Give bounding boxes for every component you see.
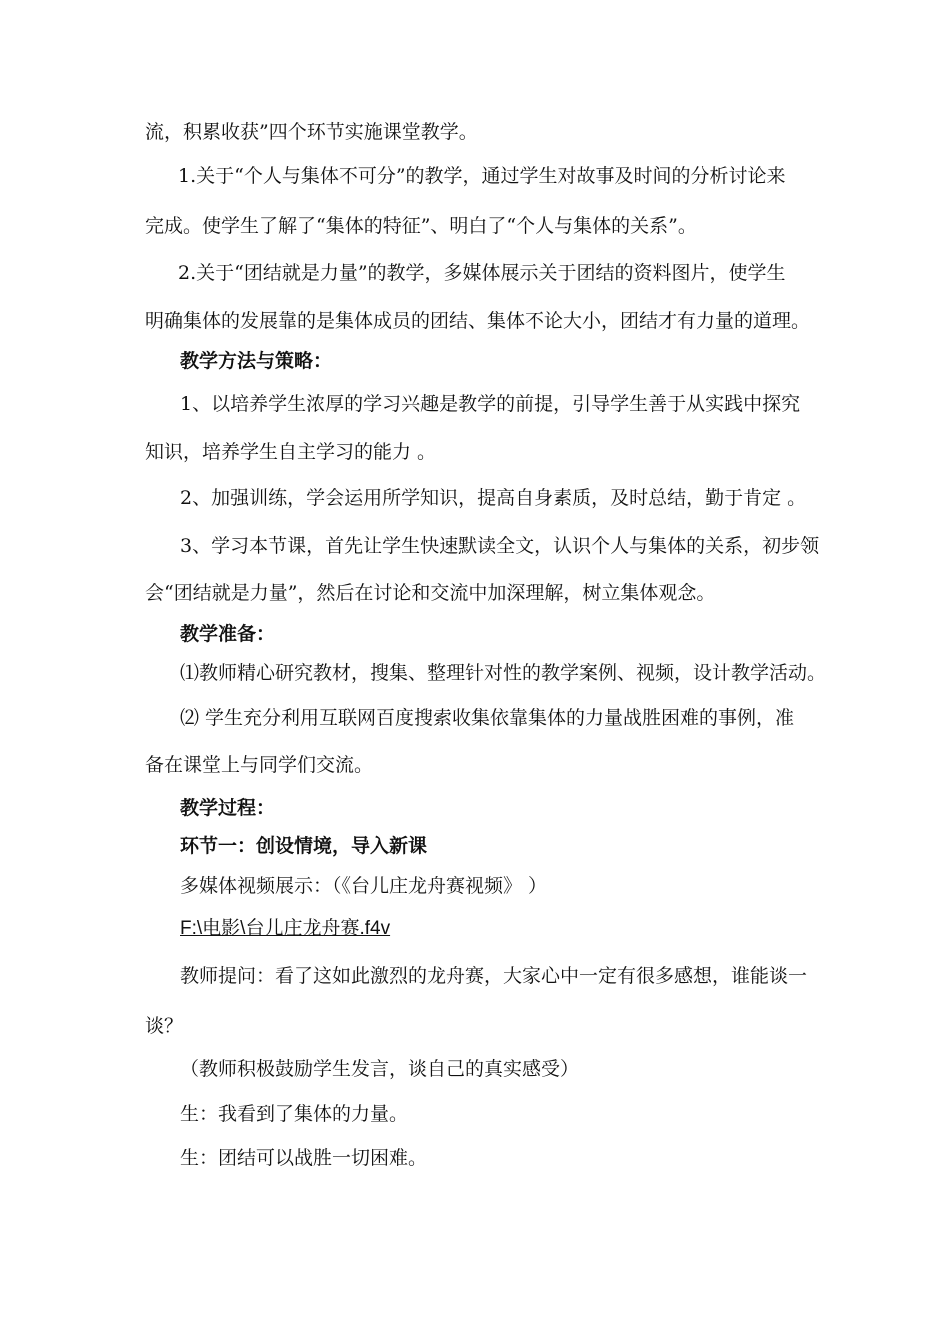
paragraph-line: 1、以培养学生浓厚的学习兴趣是教学的前提，引导学生善于从实践中探究 <box>180 393 801 415</box>
paragraph-line: 会“团结就是力量”，然后在讨论和交流中加深理解，树立集体观念。 <box>145 582 716 604</box>
paragraph-line: 2、加强训练，学会运用所学知识，提高自身素质，及时总结，勤于肯定 。 <box>180 487 807 509</box>
paragraph-line: 3、学习本节课，首先让学生快速默读全文，认识个人与集体的关系，初步领 <box>180 535 820 557</box>
paragraph-line: （教师积极鼓励学生发言，谈自己的真实感受） <box>180 1058 580 1080</box>
paragraph-line: 1.关于“个人与集体不可分”的教学，通过学生对故事及时间的分析讨论来 <box>178 165 786 187</box>
paragraph-line: 流，积累收获”四个环节实施课堂教学。 <box>145 121 478 143</box>
paragraph-line: 生：团结可以战胜一切困难。 <box>180 1147 428 1169</box>
section-heading: 教学过程： <box>180 797 276 819</box>
paragraph-line: 多媒体视频展示：（《台儿庄龙舟赛视频》 ） <box>180 875 548 897</box>
paragraph-line: 教师提问：看了这如此激烈的龙舟赛，大家心中一定有很多感想，谁能谈一 <box>180 965 808 987</box>
paragraph-line: 完成。使学生了解了“集体的特征”、明白了“个人与集体的关系”。 <box>145 215 697 237</box>
paragraph-line: 谈？ <box>145 1015 184 1037</box>
paragraph-line: ⑴教师精心研究教材，搜集、整理针对性的教学案例、视频，设计教学活动。 <box>180 662 827 684</box>
paragraph-line: 生：我看到了集体的力量。 <box>180 1103 409 1125</box>
section-heading: 教学准备： <box>180 623 276 645</box>
paragraph-line: 知识，培养学生自主学习的能力 。 <box>145 441 437 463</box>
video-file-link[interactable]: F:\电影\台儿庄龙舟赛.f4v <box>180 918 391 939</box>
subsection-heading: 环节一：创设情境，导入新课 <box>180 835 428 857</box>
paragraph-line: 明确集体的发展靠的是集体成员的团结、集体不论大小，团结才有力量的道理。 <box>145 310 811 332</box>
paragraph-line: ⑵ 学生充分利用互联网百度搜索收集依靠集体的力量战胜困难的事例，准 <box>180 707 795 729</box>
paragraph-line: 备在课堂上与同学们交流。 <box>145 754 374 776</box>
paragraph-line: 2.关于“团结就是力量”的教学，多媒体展示关于团结的资料图片，使学生 <box>178 262 786 284</box>
section-heading: 教学方法与策略： <box>180 350 333 372</box>
